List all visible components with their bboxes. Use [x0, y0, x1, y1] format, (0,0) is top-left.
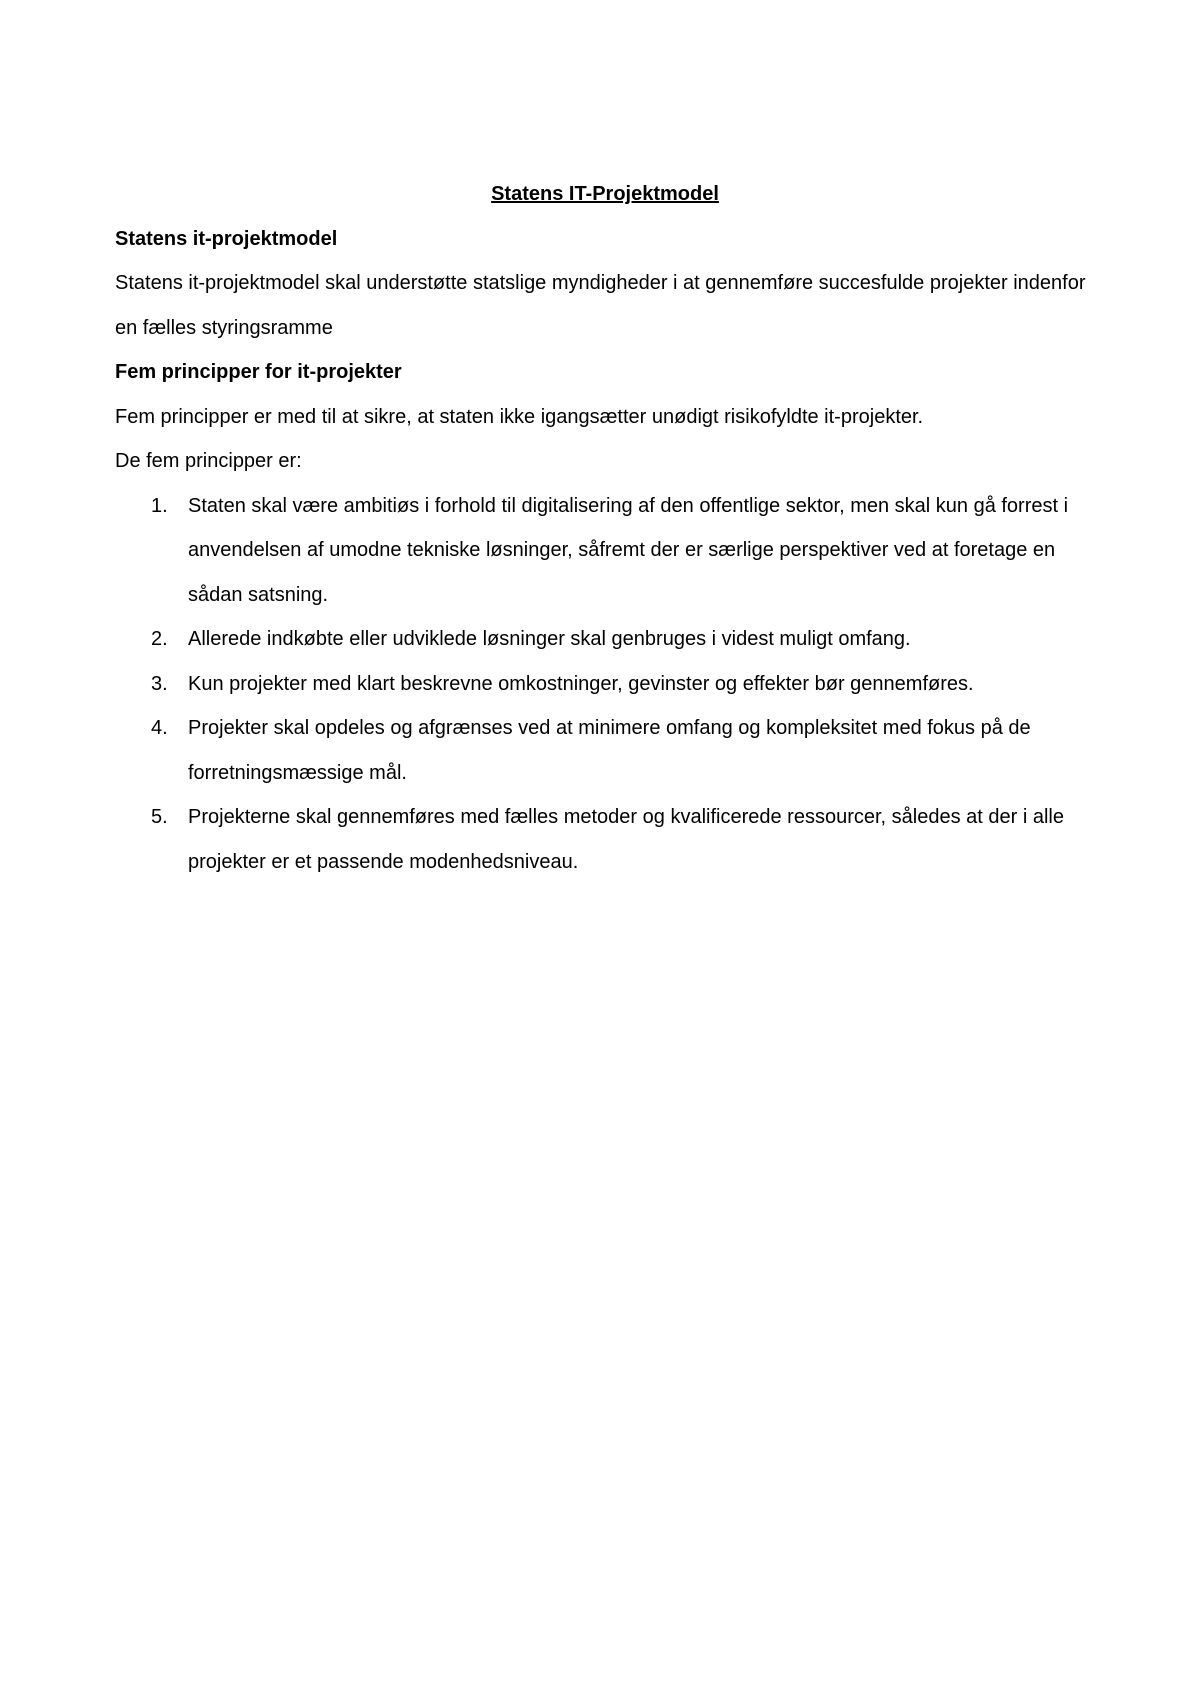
list-item	[115, 662, 1095, 707]
section-heading-principles: Fem principper for it-projekter	[115, 361, 402, 383]
list-item-number: 1.	[151, 494, 168, 517]
section-heading-model: Statens it-projektmodel	[115, 227, 338, 250]
list-item	[115, 795, 1095, 884]
list-item-text: Projekterne skal gennemføres med fælles metoder og kvalificerede ressourcer, således at der i alle projekter er et passende modenhedsniveau.	[188, 806, 1064, 873]
document-body	[115, 172, 1095, 884]
section-paragraph-model: Statens it-projektmodel skal understøtte statslige myndigheder i at gennemføre succesfulde projekter indenfor en fælles styringsramme	[115, 272, 1086, 339]
list-item-text: Staten skal være ambitiøs i forhold til digitalisering af den offentlige sektor, men skal kun gå forrest i anvendelsen af umodne tekniske løsninger, såfremt der er særlige perspektiver ved at foretage en sådan satsning.	[188, 494, 1069, 606]
list-item-text: Allerede indkøbte eller udviklede løsninger skal genbruges i videst muligt omfang.	[188, 628, 911, 650]
list-item	[115, 706, 1095, 795]
list-item-number: 3.	[151, 672, 168, 695]
list-item-text: Kun projekter med klart beskrevne omkostninger, gevinster og effekter bør gennemføres.	[188, 672, 974, 695]
list-item	[115, 617, 1095, 662]
list-item-number: 2.	[151, 628, 168, 650]
list-item-number: 4.	[151, 717, 168, 739]
document-title: Statens IT-Projektmodel	[491, 183, 719, 205]
list-item	[115, 484, 1095, 618]
principles-list	[115, 484, 1095, 885]
section-paragraph-principles-intro: Fem principper er med til at sikre, at staten ikke igangsætter unødigt risikofyldte it-projekter.	[115, 405, 924, 428]
list-item-number: 5.	[151, 806, 168, 828]
section-paragraph-principles-lead: De fem principper er:	[115, 450, 302, 472]
list-item-text: Projekter skal opdeles og afgrænses ved at minimere omfang og kompleksitet med fokus på de forretningsmæssige mål.	[188, 717, 1031, 784]
